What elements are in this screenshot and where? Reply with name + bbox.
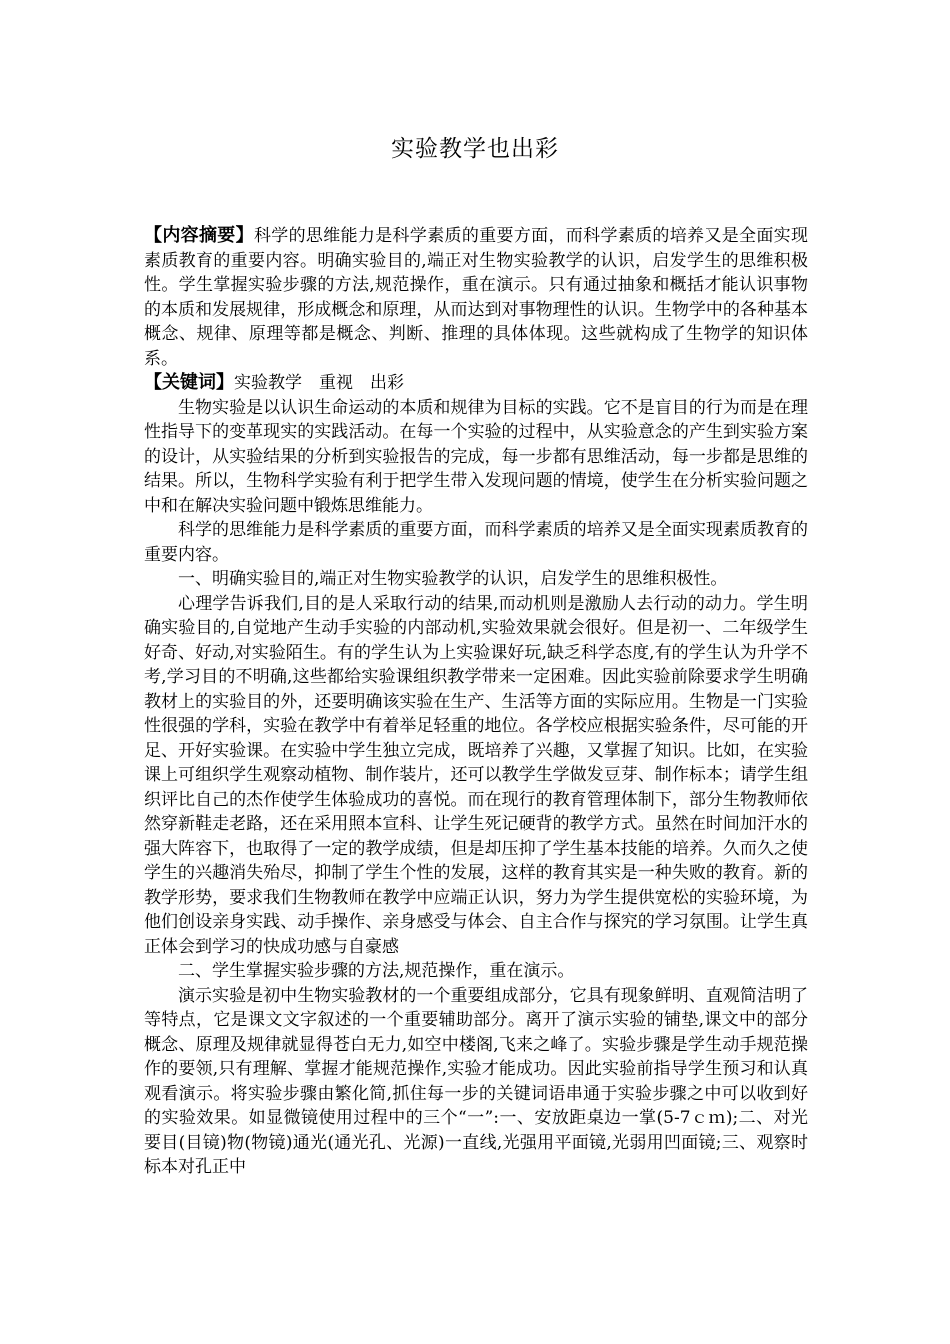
document-body	[144, 224, 808, 1180]
keywords-label: 【关键词】	[144, 372, 234, 393]
abstract-label: 【内容摘要】	[144, 225, 254, 246]
keyword: 实验教学	[234, 373, 302, 393]
body-paragraph: 科学的思维能力是科学素质的重要方面，而科学素质的培养又是全面实现素质教育的重要内容。	[144, 520, 808, 565]
abstract-paragraph	[144, 224, 808, 371]
keyword: 出彩	[370, 373, 404, 393]
body-paragraph: 心理学告诉我们,目的是人采取行动的结果,而动机则是激励人去行动的动力。学生明确实验目的,自觉地产生动手实验的内部动机,实验效果就会很好。但是初一、二年级学生好奇、好动,对实验陌生。有的学生认为上实验课好玩,缺乏科学态度,有的学生认为升学不考,学习目的不明确,这些都给实验课组织教学带来一定困难。因此实验前除要求学生明确教材上的实验目的外，还要明确该实验在生产、生活等方面的实际应用。生物是一门实验性很强的学科，实验在教学中有着举足轻重的地位。各学校应根据实验条件，尽可能的开足、开好实验课。在实验中学生独立完成，既培养了兴趣，又掌握了知识。比如，在实验课上可组织学生观察动植物、制作装片，还可以教学生学做发豆芽、制作标本；请学生组织评比自己的杰作使学生体验成功的喜悦。而在现行的教育管理体制下，部分生物教师依然穿新鞋走老路，还在采用照本宣科、让学生死记硬背的教学方式。虽然在时间加汗水的强大阵容下，也取得了一定的教学成绩，但是却压抑了学生基本技能的培养。久而久之使学生的兴趣消失殆尽，抑制了学生个性的发展，这样的教育其实是一种失败的教育。新的教学形势，要求我们生物教师在教学中应端正认识，努力为学生提供宽松的实验环境，为他们创设亲身实践、动手操作、亲身感受与体会、自主合作与探究的学习氛围。让学生真正体会到学习的快成功感与自豪感	[144, 593, 808, 957]
body-paragraph: 演示实验是初中生物实验教材的一个重要组成部分，它具有现象鲜明、直观简洁明了等特点，它是课文文字叙述的一个重要辅助部分。离开了演示实验的铺垫,课文中的部分概念、原理及规律就显得苍白无力,如空中楼阁,飞来之峰了。实验步骤是学生动手规范操作的要领,只有理解、掌握才能规范操作,实验才能成功。因此实验前指导学生预习和认真观看演示。将实验步骤由繁化简,抓住每一步的关键词语串通于实验步骤之中可以收到好的实验效果。如显微镜使用过程中的三个“一”:一、安放距桌边一掌(5-7ｃｍ);二、对光要目(目镜)物(物镜)通光(通光孔、光源)一直线,光强用平面镜,光弱用凹面镜;三、观察时标本对孔正中	[144, 985, 808, 1177]
body-paragraph: 生物实验是以认识生命运动的本质和规律为目标的实践。它不是盲目的行为而是在理性指导下的变革现实的实践活动。在每一个实验的过程中，从实验意念的产生到实验方案的设计，从实验结果的分析到实验报告的完成，每一步都有思维活动，每一步都是思维的结果。所以，生物科学实验有利于把学生带入发现问题的情境，使学生在分析实验问题之中和在解决实验问题中锻炼思维能力。	[144, 397, 808, 516]
section-heading: 二、学生掌握实验步骤的方法,规范操作，重在演示。	[178, 961, 575, 981]
keyword: 重视	[319, 373, 353, 393]
document-title: 实验教学也出彩	[391, 136, 559, 162]
section-heading: 一、明确实验目的,端正对生物实验教学的认识，启发学生的思维积极性。	[178, 569, 728, 589]
abstract-text: 科学的思维能力是科学素质的重要方面，而科学素质的培养又是全面实现素质教育的重要内容。明确实验目的,端正对生物实验教学的认识，启发学生的思维积极性。学生掌握实验步骤的方法,规范操作，重在演示。只有通过抽象和概括才能认识事物的本质和发展规律，形成概念和原理，从而达到对事物理性的认识。生物学中的各种基本概念、规律、原理等都是概念、判断、推理的具体体现。这些就构成了生物学的知识体系。	[144, 226, 809, 369]
keywords-line	[144, 371, 808, 396]
